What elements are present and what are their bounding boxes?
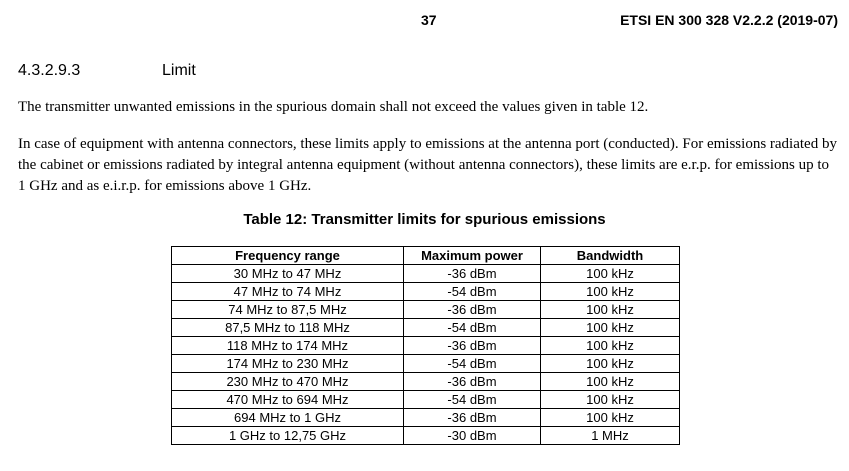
- header-bandwidth: Bandwidth: [541, 247, 680, 265]
- cell-frequency-range: 74 MHz to 87,5 MHz: [172, 301, 404, 319]
- cell-frequency-range: 118 MHz to 174 MHz: [172, 337, 404, 355]
- cell-maximum-power: -36 dBm: [404, 409, 541, 427]
- cell-maximum-power: -36 dBm: [404, 265, 541, 283]
- cell-maximum-power: -36 dBm: [404, 373, 541, 391]
- paragraph-spurious-limit: The transmitter unwanted emissions in the spurious domain shall not exceed the values given in table 12.: [18, 99, 649, 115]
- cell-frequency-range: 174 MHz to 230 MHz: [172, 355, 404, 373]
- cell-maximum-power: -54 dBm: [404, 319, 541, 337]
- header-frequency-range: Frequency range: [172, 247, 404, 265]
- table-row: [172, 319, 680, 337]
- cell-bandwidth: 100 kHz: [541, 373, 680, 391]
- cell-bandwidth: 1 MHz: [541, 427, 680, 445]
- cell-frequency-range: 47 MHz to 74 MHz: [172, 283, 404, 301]
- cell-bandwidth: 100 kHz: [541, 337, 680, 355]
- cell-frequency-range: 87,5 MHz to 118 MHz: [172, 319, 404, 337]
- section-title: Limit: [162, 62, 196, 79]
- cell-bandwidth: 100 kHz: [541, 283, 680, 301]
- header-maximum-power: Maximum power: [404, 247, 541, 265]
- cell-frequency-range: 694 MHz to 1 GHz: [172, 409, 404, 427]
- document-id: ETSI EN 300 328 V2.2.2 (2019-07): [620, 12, 838, 28]
- table-row: [172, 301, 680, 319]
- table-row: [172, 355, 680, 373]
- cell-bandwidth: 100 kHz: [541, 355, 680, 373]
- cell-maximum-power: -36 dBm: [404, 337, 541, 355]
- cell-frequency-range: 230 MHz to 470 MHz: [172, 373, 404, 391]
- table-row: [172, 427, 680, 445]
- cell-maximum-power: -30 dBm: [404, 427, 541, 445]
- table-header-row: [172, 247, 680, 265]
- table-caption: Table 12: Transmitter limits for spurious emissions: [243, 211, 606, 228]
- cell-maximum-power: -36 dBm: [404, 301, 541, 319]
- cell-bandwidth: 100 kHz: [541, 391, 680, 409]
- cell-bandwidth: 100 kHz: [541, 319, 680, 337]
- table-row: [172, 409, 680, 427]
- cell-maximum-power: -54 dBm: [404, 355, 541, 373]
- cell-frequency-range: 1 GHz to 12,75 GHz: [172, 427, 404, 445]
- table-row: [172, 391, 680, 409]
- cell-bandwidth: 100 kHz: [541, 301, 680, 319]
- cell-maximum-power: -54 dBm: [404, 283, 541, 301]
- paragraph-antenna-conditions: In case of equipment with antenna connectors, these limits apply to emissions at the antenna port (conducted). For emissions radiated by the cabinet or emissions radiated by integral antenna equipment (without antenna connectors), these limits are e.r.p. for emissions up to 1 GHz and as e.i.r.p. for emissions above 1 GHz.: [18, 136, 837, 194]
- table-row: [172, 373, 680, 391]
- table-row: [172, 337, 680, 355]
- table-row: [172, 265, 680, 283]
- section-number: 4.3.2.9.3: [18, 62, 81, 79]
- cell-bandwidth: 100 kHz: [541, 265, 680, 283]
- cell-maximum-power: -54 dBm: [404, 391, 541, 409]
- cell-frequency-range: 30 MHz to 47 MHz: [172, 265, 404, 283]
- cell-frequency-range: 470 MHz to 694 MHz: [172, 391, 404, 409]
- spurious-emissions-table: [171, 246, 680, 445]
- cell-bandwidth: 100 kHz: [541, 409, 680, 427]
- table-row: [172, 283, 680, 301]
- page-number: 37: [421, 12, 437, 28]
